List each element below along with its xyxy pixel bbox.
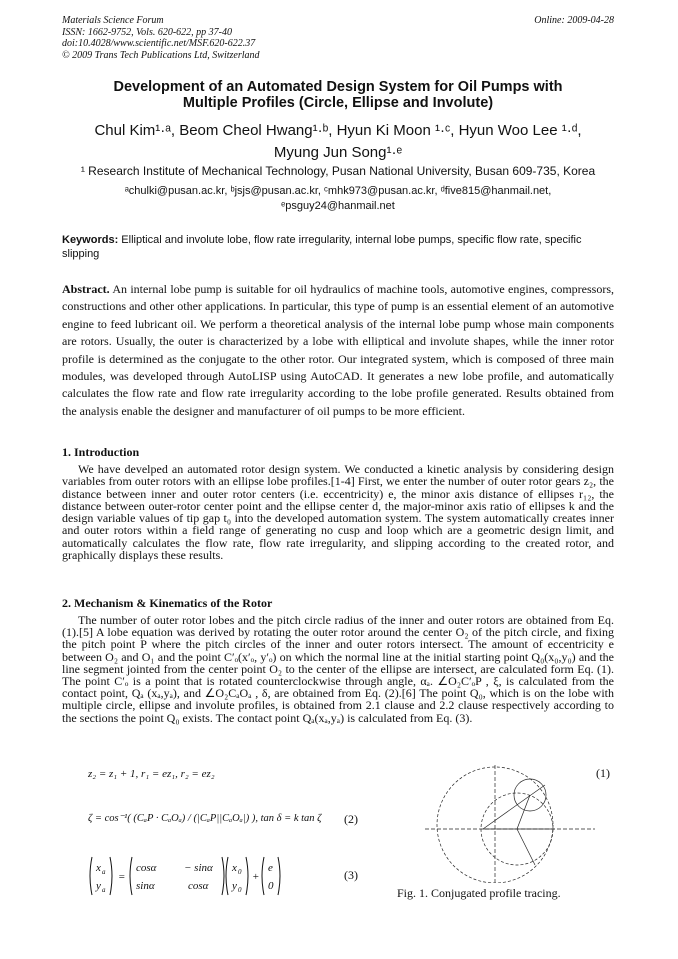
equation-2-number: (2) bbox=[344, 812, 358, 826]
svg-text:+: + bbox=[252, 871, 260, 883]
online-date: Online: 2009-04-28 bbox=[534, 15, 614, 26]
equation-3 bbox=[88, 855, 288, 900]
abstract-text: An internal lobe pump is suitable for oil hydraulics of machine tools, automotive engines, compressors, constructions and other other applications. In particular, this type of pump is an essential element of an automotive engine to feed lubricant oil. We perform a theoretical analysis of the internal lobe pump whose main components are rotors. Usually, the outer is characterized by a lobe with elliptical and involute shapes, while the inner rotor profile is determined as the conjugate to the other rotor. Our integrated system, which is composed of three main modules, was developed through AutoLISP using AutoCAD. It generates a new lobe profile, and automatically calculates the flow rate and flow rate irregularity according to the lobe profile generated. Results obtained from the analysis enable the designer and manufacturer of oil pumps to be more efficient. bbox=[62, 282, 614, 418]
svg-text:y: y bbox=[232, 880, 237, 892]
equation-1: z₂ = z₁ + 1, r₁ = ez₁, r₂ = ez₂ bbox=[88, 768, 215, 780]
section-2-heading: 2. Mechanism & Kinematics of the Rotor bbox=[62, 596, 273, 610]
keywords-label: Keywords: bbox=[62, 234, 119, 246]
section-1-heading: 1. Introduction bbox=[62, 445, 140, 459]
authors bbox=[62, 120, 614, 164]
header-info bbox=[62, 15, 260, 61]
title-line-2: Multiple Profiles (Circle, Ellipse and Involute) bbox=[182, 95, 494, 111]
journal-name: Materials Science Forum bbox=[62, 15, 164, 26]
normal-line-2 bbox=[517, 829, 535, 865]
svg-text:=: = bbox=[118, 871, 126, 883]
authors-line-1: Chul Kim¹·ᵃ, Beom Cheol Hwang¹·ᵇ, Hyun Ki Moon ¹·ᶜ, Hyun Woo Lee ¹·ᵈ, bbox=[94, 122, 582, 139]
svg-text:0: 0 bbox=[238, 886, 242, 894]
conjugated-profile-diagram bbox=[425, 765, 595, 883]
equation-3-number: (3) bbox=[344, 868, 358, 882]
svg-text:cosα: cosα bbox=[188, 880, 209, 892]
section-1-text: We have develped an automated rotor design system. We conducted a kinetic analysis by considering design variables from outer rotors with an ellipse lobe profiles.[1-4] First, we enter the number of outer rotor gears z₂, the distance between inner and outer rotor centers (i.e. eccentricity) e, the minor axis distance of ellipses r₁₂, the distance between outer-rotor center point and the ellipse center d, the major-minor axis ratio of ellipses k and the design variable values of tip gap t₀ into the developed automation system. The system automatically creates inner and outer rotors within a field range of generating no cusp and loop which are a geometric design limit, and automatically calculates the flow rate, flow rate irregularity, and slipping according to the created rotor, and graphically displays these results. bbox=[62, 462, 614, 563]
copyright: © 2009 Trans Tech Publications Ltd, Switzerland bbox=[62, 49, 260, 61]
emails-line-1: ᵃchulki@pusan.ac.kr, ᵇjsjs@pusan.ac.kr, ᶜmhk973@pusan.ac.kr, ᵈfive815@hanmail.net, bbox=[124, 185, 552, 197]
section-2-text: The number of outer rotor lobes and the pitch circle radius of the inner and outer rotors are obtained from Eq. (1).[5] A lobe equation was derived by rotating the outer rotor around the center O₂ of the pitch circle, and fixing the pitch point P where the pitch circles of the inner and outer rotors intersect. The amount of eccentricity e between O₂ and O₁ and the point C′ₒ(x′ₒ, y′ₒ) on which the normal line at the initial starting point Q₀(x₀,y₀) and the line segment jointed from the center point O₂ to the center of the ellipse are intersect, are calculated form Eq. (1). The point C′ₒ is a point that is rotated counterclockwise through angle, αₐ. ∠O₂C′ₒP , ξ, is calculated from the contact point, Qₐ (xₐ,yₐ), and ∠O₂CₐOₐ , δ, are obtained from Eq. (2).[6] The point Q₀, which is on the lobe with multiple circle, ellipse and involute profiles, is obtained from 2.1 clause and 2.2 clause respectively according to the sections the point Q₀ exists. The contact point Qₐ(xₐ,yₐ) is calculated from Eq. (3). bbox=[62, 613, 614, 725]
svg-text:x: x bbox=[232, 862, 237, 874]
normal-line-1 bbox=[483, 785, 545, 829]
svg-text:x: x bbox=[96, 862, 101, 874]
svg-text:y: y bbox=[96, 880, 101, 892]
paper-title bbox=[62, 79, 614, 111]
figure-1-caption: Fig. 1. Conjugated profile tracing. bbox=[397, 886, 561, 900]
keywords-text: Elliptical and involute lobe, flow rate irregularity, internal lobe pumps, specific flow rate, specific slipping bbox=[62, 234, 582, 260]
svg-text:a: a bbox=[102, 886, 106, 894]
emails-line-2: ᵉpsguy24@hanmail.net bbox=[281, 200, 395, 212]
abstract bbox=[62, 281, 614, 420]
issn: ISSN: 1662-9752, Vols. 620-622, pp 37-40 bbox=[62, 26, 232, 38]
svg-text:a: a bbox=[102, 868, 106, 876]
svg-text:cosα: cosα bbox=[136, 862, 157, 874]
affiliation: ¹ Research Institute of Mechanical Technology, Pusan National University, Busan 609-735, Korea bbox=[80, 164, 596, 178]
abstract-label: Abstract. bbox=[62, 282, 110, 296]
equation-2: ζ = cos⁻¹( (CₐP · CₐOₐ) / (|CₐP||CₐOₐ|) ), tan δ = k tan ζ bbox=[88, 813, 322, 824]
svg-text:0: 0 bbox=[238, 868, 242, 876]
figure-1 bbox=[425, 765, 595, 888]
svg-text:e: e bbox=[268, 862, 273, 874]
equation-3-matrix bbox=[88, 855, 288, 897]
equation-1-number: (1) bbox=[596, 766, 610, 780]
authors-line-2: Myung Jun Song¹·ᵉ bbox=[273, 144, 403, 161]
svg-text:sinα: sinα bbox=[136, 880, 155, 892]
keywords bbox=[62, 234, 614, 261]
emails bbox=[62, 184, 614, 214]
title-line-1: Development of an Automated Design System for Oil Pumps with bbox=[113, 79, 563, 95]
doi: doi:10.4028/www.scientific.net/MSF.620-622.37 bbox=[62, 38, 256, 49]
svg-text:− sinα: − sinα bbox=[184, 862, 213, 874]
svg-text:0: 0 bbox=[268, 880, 274, 892]
